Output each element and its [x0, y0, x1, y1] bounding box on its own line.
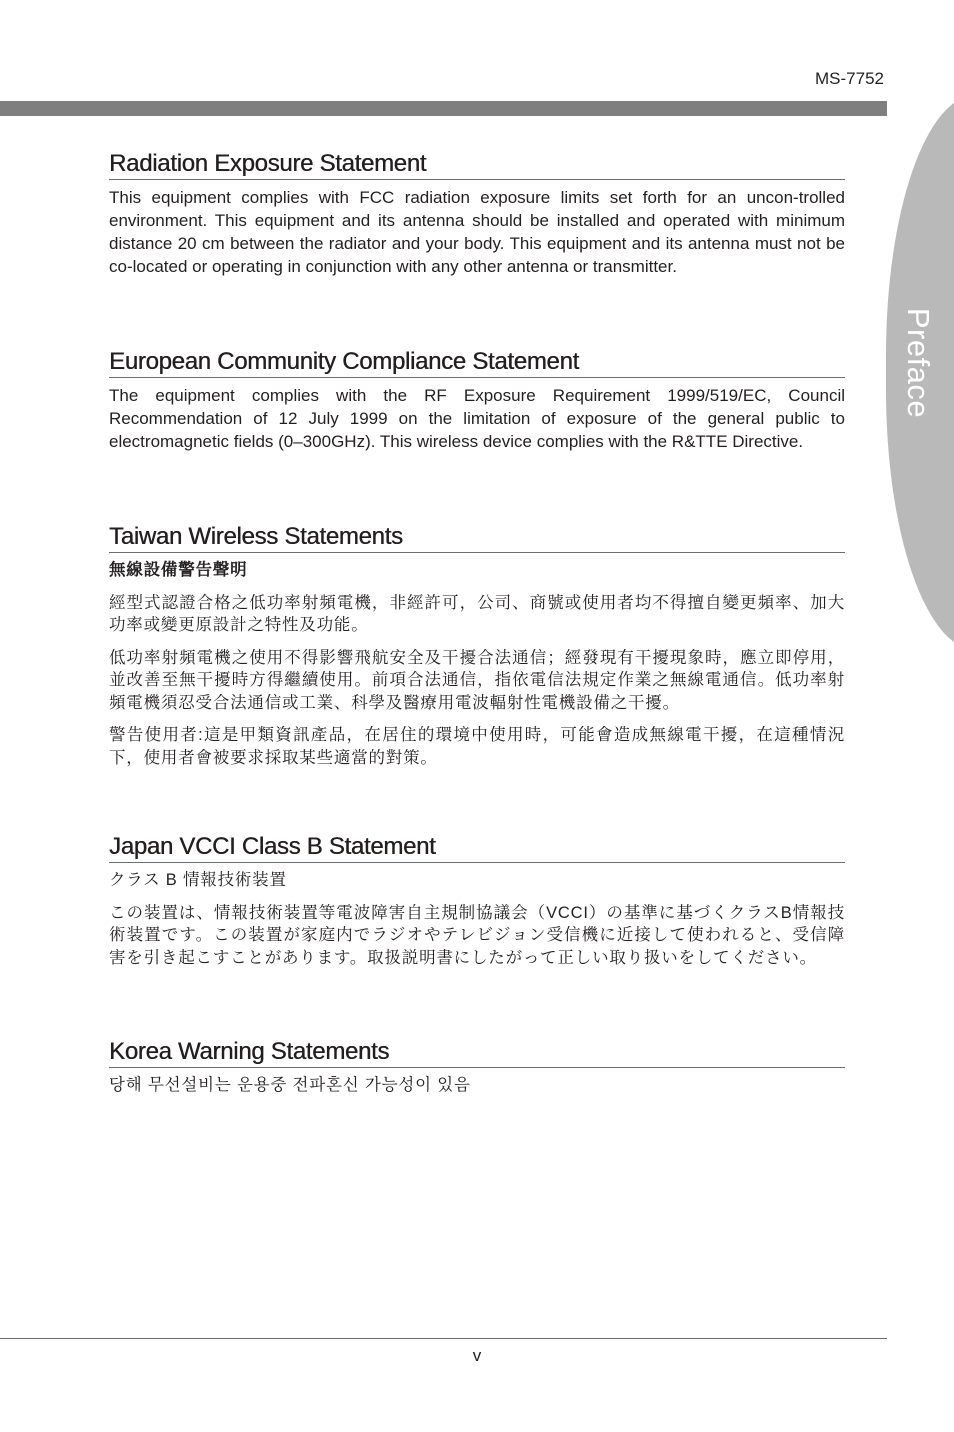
radiation-section: [109, 150, 845, 278]
section-heading: European Community Compliance Statement: [109, 348, 845, 378]
eu-section: [109, 348, 845, 453]
section-subtitle: 無線設備警告聲明: [109, 561, 248, 579]
header-bar: [0, 101, 887, 116]
section-heading: Japan VCCI Class B Statement: [109, 833, 845, 863]
section-paragraph: 經型式認證合格之低功率射頻電機，非經許可，公司、商號或使用者均不得擅自變更頻率、加大功率或變更原設計之特性及功能。: [109, 593, 845, 634]
japan-section: [109, 833, 845, 969]
section-body: The equipment complies with the RF Exposure Requirement 1999/519/EC, Council Recommendation of 12 July 1999 on the limitation of exposure of the general public to electromagnetic fields (0–300GHz). This wireless device complies with the R&TTE Directive.: [109, 386, 845, 451]
korea-section: [109, 1038, 845, 1097]
section-paragraph: 警告使用者:這是甲類資訊產品，在居住的環境中使用時，可能會造成無線電干擾，在這種情況下，使用者會被要求採取某些適當的對策。: [109, 726, 845, 767]
section-heading: Taiwan Wireless Statements: [109, 523, 845, 553]
section-tab-label: Preface: [901, 307, 936, 419]
footer-rule: [0, 1338, 887, 1339]
section-heading: Radiation Exposure Statement: [109, 150, 845, 180]
model-number: MS-7752: [815, 69, 884, 88]
section-body: This equipment complies with FCC radiation exposure limits set forth for an uncon-trolled environment. This equipment and its antenna should be installed and operated with minimum distance 20 cm between the radiator and your body. This equipment and its antenna must not be co-located or operating in conjunction with any other antenna or transmitter.: [109, 188, 845, 276]
taiwan-section: [109, 523, 845, 769]
section-subtitle: クラス B 情報技術装置: [109, 871, 287, 889]
section-paragraph: 당해 무선설비는 운용중 전파혼신 가능성이 있음: [109, 1076, 471, 1094]
section-paragraph: 低功率射頻電機之使用不得影響飛航安全及干擾合法通信；經發現有干擾現象時，應立即停用，並改善至無干擾時方得繼續使用。前項合法通信，指依電信法規定作業之無線電通信。低功率射頻電機須忍受合法通信或工業、科學及醫療用電波輻射性電機設備之干擾。: [109, 648, 845, 712]
section-heading: Korea Warning Statements: [109, 1038, 845, 1068]
section-paragraph: この装置は、情報技術装置等電波障害自主規制協議会（VCCI）の基準に基づくクラスB情報技術装置です。この装置が家庭内でラジオやテレビジョン受信機に近接して使われると、受信障害を引き起こすことがあります。取扱説明書にしたがって正しい取り扱いをしてください。: [109, 903, 845, 967]
page-number: v: [472, 1346, 482, 1365]
